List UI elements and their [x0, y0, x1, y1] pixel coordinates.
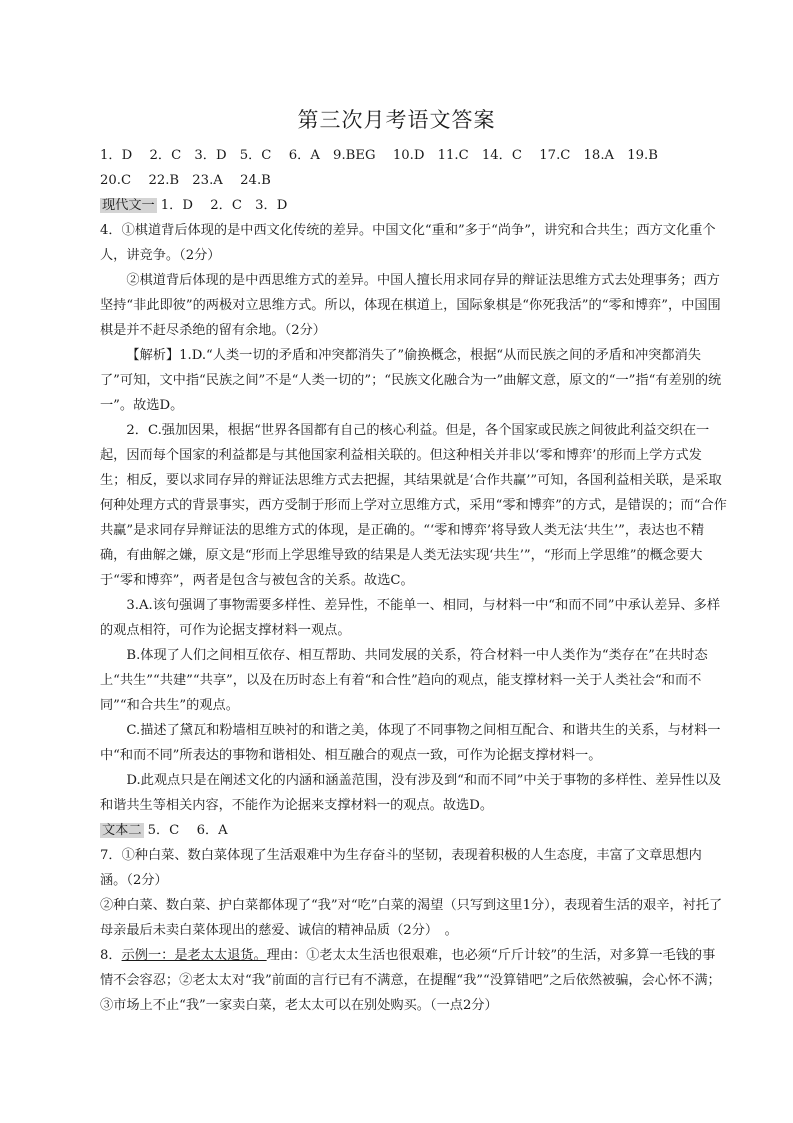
section-label-modern-text-1: 现代文一 — [102, 198, 155, 213]
analysis-label: 【解析】 — [126, 348, 180, 363]
analysis-q3c: C.描述了黛瓦和粉墙相互映衬的和谐之美，体现了不同事物之间相互配合、和谐共生的关系，与材料一中“和而不同”所表达的事物和谐相处、相互融合的观点一致，可作为论据支撑材料一。 — [100, 723, 721, 763]
analysis-q3d: D.此观点只是在阐述文化的内涵和涵盖范围，没有涉及到“和而不同”中关于事物的多样性、差异性以及和谐共生等相关内容，不能作为论据来支撑材料一的观点。故选D。 — [100, 773, 722, 813]
section-label-text-2: 文本二 — [102, 823, 142, 838]
page-title: 第三次月考语文答案 — [297, 108, 496, 132]
section-2-answer-list: 5．C 6．A — [147, 823, 228, 838]
q8-example-heading: 示例一：是老太太退货。 — [121, 948, 267, 963]
answers-line-2: 20.C 22.B 23.A 24.B — [100, 173, 271, 188]
analysis-q3b: B.体现了人们之间相互依存、相互帮助、共同发展的关系，符合材料一中人类作为“类存在”在共时态上“共生”“共建”“共享”，以及在历时态上有着“和合性”趋向的观点，能支撑材料一关于人类社会“和而不同”“和合共生”的观点。 — [100, 648, 708, 713]
analysis-q2: 2．C.强加因果，根据“世界各国都有自己的核心利益。但是，各个国家或民族之间彼此利益交织在一起，因而每个国家的利益都是与其他国家利益相关联的。但这种相关并非以‘零和博弈’的形而上学方式发生；相反，要以求同存异的辩证法思维方式去把握，其结果就是‘合作共赢’”可知，各国利益相关联，是采取何种处理方式的背景事实，西方受制于形而上学对立思维方式，采用“零和博弈”的方式，是错误的；而“合作共赢”是求同存异辩证法的思维方式的体现，是正确的。“‘零和博弈’将导致人类无法‘共生’”，表达也不精确，有曲解之嫌，原文是“形而上学思维导致的结果是人类无法实现‘共生’”，“形而上学思维”的概念要大于“零和博弈”，两者是包含与被包含的关系。故选C。 — [100, 423, 727, 588]
section-2-answers — [100, 818, 728, 843]
answer-body — [100, 143, 728, 1018]
q8-number: 8． — [100, 948, 122, 963]
q8-reasons: 理由：①老太太生活也很艰难，也必须“斤斤计较”的生活，对多算一毛钱的事情不会容忍；②老太太对“我”前面的言行已有不满意，在提醒“我”“没算错吧”之后依然被骗，会心怀不满；③市场上不止“我”一家卖白菜，老太太可以在别处购买。（一点2分） — [100, 948, 721, 1013]
analysis-q1 — [100, 343, 728, 418]
q4-point-1: 4．①棋道背后体现的是中西文化传统的差异。中国文化“重和”多于“尚争”，讲究和合共生；西方文化重个人，讲竞争。（2分） — [100, 223, 716, 263]
q7-point-1: 7．①种白菜、数白菜体现了生活艰难中为生存奋斗的坚韧，表现着积极的人生态度，丰富了文章思想内涵。（2分） — [100, 848, 702, 888]
q8-answer — [100, 943, 728, 1018]
section-1-answers — [100, 193, 728, 218]
q4-point-2: ②棋道背后体现的是中西思维方式的差异。中国人擅长用求同存异的辩证法思维方式去处理事务；西方坚持“非此即彼”的两极对立思维方式。所以，体现在棋道上，国际象棋是“你死我活”的“零和博弈”，中国围棋是并不赶尽杀绝的留有余地。（2分） — [100, 273, 721, 338]
answers-line-1: 1．D 2．C 3．D 5．C 6．A 9.BEG 10.D 11.C 14．C 17.C 18.A 19.B — [100, 148, 658, 163]
analysis-q1-text: 1.D.“人类一切的矛盾和冲突都消失了”偷换概念，根据“从而民族之间的矛盾和冲突都消失了”可知，文中指“民族之间”不是“人类一切的”；“民族文化融合为一”曲解文意，原文的“一”指“有差别的统一”。故选D。 — [100, 348, 722, 413]
section-1-answer-list: 1．D 2．C 3．D — [160, 198, 288, 213]
q7-point-2: ②种白菜、数白菜、护白菜都体现了“我”对“吃”白菜的渴望（只写到这里1分），表现着生活的艰辛，衬托了母亲最后未卖白菜体现出的慈爱、诚信的精神品质（2分） 。 — [100, 898, 723, 938]
analysis-q3a: 3.A.该句强调了事物需要多样性、差异性，不能单一、相同，与材料一中“和而不同”中承认差异、多样的观点相符，可作为论据支撑材料一观点。 — [100, 598, 721, 638]
